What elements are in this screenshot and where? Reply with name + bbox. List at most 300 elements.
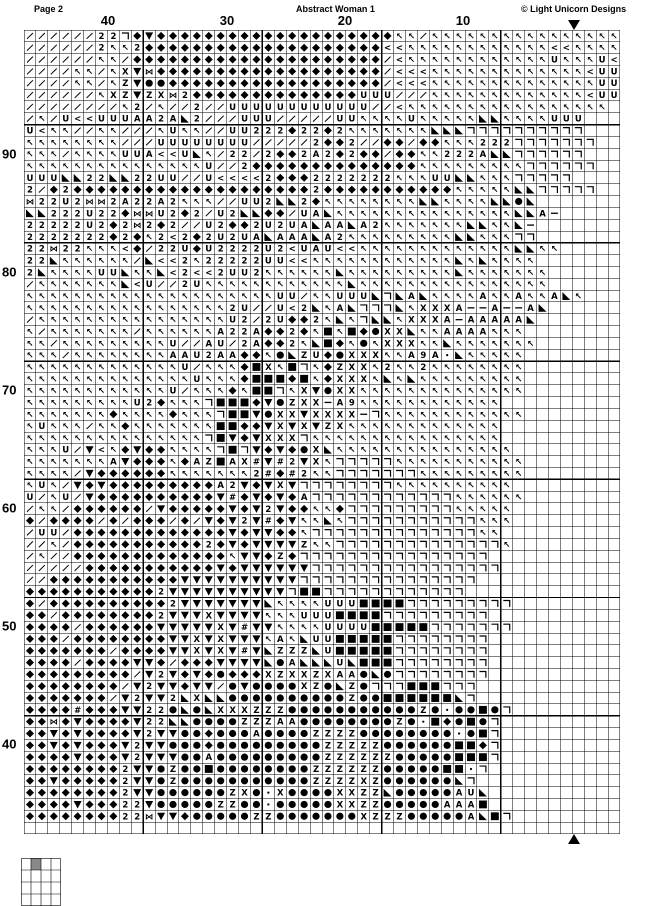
stitch-symbol	[384, 765, 391, 772]
stitch-symbol: Z	[301, 351, 308, 362]
stitch-symbol: Z	[265, 717, 272, 728]
stitch-symbol: ↖	[205, 445, 213, 456]
stitch-symbol	[205, 789, 212, 796]
stitch-symbol	[432, 742, 439, 749]
stitch-symbol	[97, 812, 105, 820]
stitch-symbol	[252, 79, 260, 87]
stitch-symbol: U	[193, 374, 201, 385]
stitch-symbol: ↖	[300, 280, 308, 291]
stitch-symbol: ↖	[26, 422, 34, 433]
stitch-symbol	[385, 151, 391, 157]
stitch-symbol: U	[62, 493, 70, 504]
stitch-symbol: ↖	[38, 433, 46, 444]
stitch-symbol	[86, 611, 94, 619]
stitch-symbol: ↖	[264, 611, 272, 622]
stitch-symbol	[348, 221, 356, 229]
stitch-symbol: ↖	[157, 315, 165, 326]
stitch-symbol	[62, 174, 70, 182]
stitch-symbol: A	[312, 209, 320, 220]
stitch-symbol: ↖	[50, 469, 58, 480]
stitch-symbol	[360, 317, 366, 323]
stitch-symbol	[551, 175, 557, 181]
stitch-symbol	[206, 128, 212, 134]
stitch-symbol	[38, 765, 46, 773]
stitch-symbol: 2	[98, 43, 105, 54]
stitch-symbol	[109, 588, 117, 596]
stitch-symbol: ↖	[479, 244, 487, 255]
stitch-symbol: A	[479, 292, 487, 303]
stitch-symbol	[360, 694, 367, 701]
stitch-symbol: U	[38, 528, 46, 539]
stitch-symbol	[146, 506, 152, 512]
stitch-symbol	[325, 553, 331, 559]
stitch-symbol: ↖	[372, 244, 380, 255]
stitch-symbol: ↖	[515, 362, 523, 373]
stitch-symbol: ↖	[443, 280, 451, 291]
stitch-symbol	[348, 577, 354, 583]
stitch-symbol	[265, 305, 271, 311]
stitch-symbol	[479, 128, 485, 134]
stitch-symbol: ↖	[324, 504, 332, 515]
stitch-symbol	[491, 150, 499, 158]
stitch-symbol	[348, 611, 356, 619]
stitch-symbol: ↖	[181, 410, 189, 421]
stitch-symbol	[407, 150, 415, 158]
stitch-symbol: ↖	[85, 244, 94, 255]
stitch-symbol: ↖	[491, 481, 499, 492]
stitch-symbol: ↖	[193, 303, 201, 314]
stitch-symbol: ↖	[515, 457, 523, 468]
stitch-symbol	[50, 623, 58, 631]
stitch-symbol: ↖	[193, 386, 201, 397]
stitch-symbol	[276, 564, 284, 572]
stitch-symbol	[169, 706, 176, 713]
stitch-symbol	[86, 588, 94, 596]
stitch-symbol: ↖	[74, 79, 82, 90]
stitch-symbol: U	[109, 268, 117, 279]
stitch-symbol	[372, 411, 378, 417]
stitch-symbol	[75, 128, 81, 134]
stitch-symbol: ↖	[145, 374, 153, 385]
stitch-symbol: ↖	[527, 43, 535, 54]
stitch-symbol: ↖	[229, 280, 237, 291]
stitch-symbol: ↖	[372, 398, 380, 409]
stitch-symbol: 2	[158, 705, 165, 716]
stitch-symbol	[97, 588, 105, 596]
stitch-symbol: U	[574, 114, 582, 125]
stitch-symbol	[27, 45, 33, 51]
stitch-symbol	[385, 80, 391, 86]
stitch-symbol	[170, 281, 176, 287]
stitch-symbol: ↖	[586, 102, 594, 113]
stitch-symbol	[51, 80, 57, 86]
stitch-symbol: ↖	[407, 433, 415, 444]
stitch-symbol	[86, 494, 94, 502]
stitch-symbol	[241, 659, 249, 667]
stitch-symbol	[348, 647, 356, 655]
stitch-symbol	[241, 564, 249, 572]
stitch-symbol: ↖	[515, 410, 523, 421]
stitch-symbol: ↖	[169, 327, 177, 338]
stitch-symbol: ↖	[419, 161, 427, 172]
stitch-symbol	[121, 481, 129, 489]
stitch-symbol: ↖	[97, 161, 106, 172]
stitch-symbol: Z	[420, 705, 427, 716]
stitch-symbol	[62, 812, 70, 820]
stitch-symbol	[169, 67, 177, 75]
stitch-symbol	[563, 175, 569, 181]
stitch-symbol: Z	[122, 79, 129, 90]
stitch-symbol	[491, 115, 499, 123]
stitch-symbol: X	[312, 457, 320, 468]
stitch-symbol: ↖	[479, 410, 487, 421]
stitch-symbol	[384, 671, 391, 678]
stitch-symbol	[479, 766, 485, 772]
stitch-symbol: U	[360, 91, 368, 102]
stitch-symbol: A	[467, 327, 475, 338]
stitch-symbol: ↖	[312, 374, 320, 385]
stitch-symbol: A	[491, 303, 499, 314]
stitch-symbol	[396, 694, 404, 702]
stitch-symbol	[276, 505, 284, 512]
stitch-symbol	[193, 612, 201, 620]
stitch-symbol	[408, 765, 415, 772]
stitch-symbol: ↖	[515, 79, 523, 90]
stitch-symbol	[75, 33, 81, 39]
stitch-symbol: ↖	[443, 43, 451, 54]
stitch-symbol: U	[241, 232, 248, 243]
stitch-symbol	[217, 588, 225, 596]
stitch-symbol	[408, 601, 414, 607]
stitch-symbol	[372, 611, 380, 619]
stitch-symbol	[396, 470, 402, 476]
stitch-symbol	[456, 577, 462, 583]
stitch-symbol	[182, 175, 188, 181]
stitch-symbol: 2	[134, 753, 141, 764]
stitch-symbol	[109, 777, 117, 785]
stitch-symbol: ↖	[360, 114, 368, 125]
stitch-symbol: Z	[324, 753, 332, 764]
stitch-symbol	[301, 435, 307, 441]
stitch-symbol	[396, 577, 402, 583]
stitch-symbol	[325, 577, 331, 583]
stitch-symbol	[97, 635, 105, 643]
stitch-symbol	[109, 505, 117, 513]
stitch-symbol	[181, 754, 188, 761]
stitch-symbol: ↖	[503, 268, 511, 279]
stitch-symbol: ↖	[85, 457, 94, 468]
stitch-symbol: ⋈	[168, 91, 178, 102]
stitch-symbol: ↖	[169, 433, 177, 444]
stitch-symbol	[252, 647, 260, 655]
stitch-symbol: ↖	[133, 422, 141, 433]
stitch-symbol	[491, 198, 499, 206]
stitch-symbol	[86, 718, 94, 726]
stitch-symbol: Z	[253, 705, 260, 716]
stitch-symbol	[312, 706, 319, 713]
stitch-symbol: U	[610, 79, 618, 90]
stitch-symbol: U	[193, 138, 201, 149]
stitch-symbol: ↖	[109, 433, 117, 444]
stitch-symbol	[145, 32, 153, 40]
stitch-symbol	[97, 765, 105, 773]
stitch-symbol	[205, 813, 212, 820]
stitch-symbol: A	[551, 292, 558, 303]
stitch-symbol	[51, 68, 57, 74]
stitch-symbol	[121, 588, 129, 596]
stitch-symbol	[241, 600, 249, 608]
stitch-symbol	[157, 493, 165, 501]
stitch-symbol: U	[312, 634, 320, 645]
stitch-symbol	[169, 624, 177, 632]
stitch-symbol: ↖	[97, 315, 106, 326]
stitch-symbol	[74, 801, 82, 809]
stitch-symbol	[26, 718, 34, 726]
stitch-symbol: <	[586, 91, 594, 102]
stitch-symbol: ↖	[62, 469, 70, 480]
stitch-symbol: ↖	[431, 422, 439, 433]
stitch-symbol: ↖	[503, 256, 511, 267]
stitch-symbol: U	[324, 634, 332, 645]
stitch-symbol: ↖	[193, 315, 201, 326]
stitch-symbol: 2	[62, 221, 69, 232]
stitch-symbol	[276, 375, 284, 383]
stitch-symbol	[384, 518, 390, 524]
stitch-symbol	[109, 800, 117, 808]
stitch-symbol: <	[169, 232, 177, 243]
stitch-symbol	[38, 730, 46, 738]
stitch-symbol: ↖	[538, 114, 547, 125]
stitch-symbol	[62, 517, 70, 525]
stitch-symbol	[63, 104, 69, 110]
stitch-symbol	[587, 187, 593, 193]
stitch-symbol: A	[443, 800, 451, 811]
stitch-symbol	[395, 186, 403, 194]
stitch-symbol	[444, 754, 451, 761]
stitch-symbol: 2	[158, 114, 165, 125]
stitch-symbol	[301, 813, 308, 820]
stitch-symbol	[86, 741, 94, 749]
stitch-symbol: ↖	[312, 540, 320, 551]
stitch-symbol	[277, 694, 284, 701]
stitch-symbol	[121, 280, 129, 288]
stitch-symbol: ↖	[538, 55, 547, 66]
stitch-symbol: U	[217, 209, 225, 220]
stitch-symbol: A	[348, 670, 356, 681]
stitch-symbol	[360, 482, 366, 488]
stitch-symbol: U	[217, 339, 225, 350]
stitch-symbol: #	[264, 516, 272, 527]
stitch-symbol	[419, 682, 427, 690]
stitch-symbol: 2	[479, 138, 486, 149]
stitch-symbol: U	[169, 138, 177, 149]
stitch-symbol: ↖	[455, 138, 463, 149]
stitch-symbol	[50, 576, 58, 584]
stitch-symbol	[252, 529, 260, 537]
stitch-symbol: ↖	[62, 374, 70, 385]
stitch-symbol	[241, 363, 249, 371]
stitch-symbol	[444, 541, 450, 547]
stitch-symbol: ↖	[85, 256, 94, 267]
stitch-symbol	[360, 305, 366, 311]
stitch-symbol: ↖	[50, 540, 58, 551]
stitch-symbol: 2	[313, 126, 320, 137]
stitch-symbol: ↖	[50, 457, 58, 468]
stitch-symbol: ↖	[443, 256, 451, 267]
stitch-symbol	[456, 612, 462, 618]
stitch-symbol	[372, 506, 378, 512]
stitch-symbol: ↖	[443, 481, 451, 492]
stitch-symbol: A	[253, 232, 260, 243]
stitch-symbol: ↖	[443, 374, 451, 385]
stitch-symbol	[218, 199, 224, 205]
stitch-symbol: ↖	[491, 457, 499, 468]
stitch-symbol: ↖	[109, 339, 117, 350]
stitch-symbol: ↖	[372, 256, 380, 267]
stitch-symbol	[62, 718, 70, 726]
stitch-symbol	[419, 186, 427, 194]
stitch-symbol: U	[550, 114, 558, 125]
stitch-symbol: X	[288, 433, 296, 444]
stitch-symbol: ↖	[527, 31, 535, 42]
stitch-symbol	[432, 506, 438, 512]
stitch-symbol: U	[181, 150, 189, 161]
stitch-symbol: <	[240, 173, 249, 184]
stitch-symbol: ↖	[503, 292, 511, 303]
stitch-symbol	[181, 635, 189, 643]
stitch-symbol: A	[181, 351, 189, 362]
stitch-symbol	[348, 553, 354, 559]
stitch-symbol: ↖	[109, 244, 117, 255]
stitch-symbol	[264, 339, 272, 347]
stitch-symbol: A	[491, 315, 499, 326]
stitch-symbol	[241, 422, 249, 430]
stitch-symbol	[169, 635, 177, 643]
stitch-symbol	[241, 754, 248, 761]
stitch-symbol: U	[348, 102, 356, 113]
stitch-symbol: ↖	[407, 445, 415, 456]
stitch-symbol: 2	[420, 362, 427, 373]
stitch-symbol	[515, 139, 521, 145]
stitch-symbol: ↖	[157, 126, 165, 137]
stitch-symbol	[348, 506, 354, 512]
stitch-symbol: ↖	[527, 256, 535, 267]
stitch-symbol: U	[181, 244, 189, 255]
stitch-symbol: U	[324, 244, 332, 255]
stitch-symbol: ↖	[133, 362, 141, 373]
stitch-symbol	[276, 469, 284, 477]
stitch-symbol	[50, 777, 58, 785]
stitch-symbol	[74, 552, 82, 560]
stitch-symbol: ↖	[264, 351, 272, 362]
stitch-symbol: Z	[372, 741, 379, 752]
stitch-symbol: ↖	[26, 445, 34, 456]
stitch-symbol	[205, 517, 213, 525]
stitch-symbol: X	[288, 670, 296, 681]
stitch-symbol	[515, 198, 522, 205]
stitch-symbol: A	[408, 292, 415, 303]
stitch-symbol	[408, 754, 415, 761]
stitch-symbol	[324, 813, 331, 820]
stitch-symbol	[396, 660, 402, 666]
stitch-symbol: ↖	[455, 469, 463, 480]
stitch-symbol: <	[419, 79, 427, 90]
stitch-symbol: ↖	[383, 256, 392, 267]
stitch-symbol: ↖	[491, 292, 499, 303]
stitch-symbol: A	[276, 717, 284, 728]
stitch-symbol	[312, 56, 320, 64]
stitch-symbol	[205, 91, 213, 99]
stitch-symbol	[74, 517, 82, 525]
stitch-symbol	[444, 612, 450, 618]
stitch-symbol	[169, 683, 177, 691]
stitch-symbol: ↖	[109, 398, 117, 409]
stitch-symbol	[75, 565, 81, 571]
stitch-symbol	[420, 518, 426, 524]
stitch-symbol	[27, 565, 33, 571]
stitch-symbol	[169, 789, 176, 796]
stitch-symbol	[288, 482, 296, 490]
stitch-symbol	[456, 683, 462, 689]
stitch-symbol: A	[300, 221, 308, 232]
stitch-symbol: ↖	[97, 126, 106, 137]
stitch-symbol: ↖	[348, 256, 356, 267]
stitch-symbol	[97, 682, 105, 690]
stitch-symbol	[97, 529, 105, 537]
stitch-symbol: ↖	[145, 161, 153, 172]
stitch-symbol: 2	[170, 209, 176, 220]
stitch-symbol	[181, 588, 189, 596]
stitch-symbol	[360, 518, 366, 524]
stitch-symbol	[444, 683, 450, 689]
stitch-symbol	[205, 32, 213, 40]
stitch-symbol	[515, 209, 523, 217]
stitch-symbol: ↖	[515, 43, 523, 54]
row-number-40: 40	[2, 736, 17, 752]
stitch-symbol: 2	[348, 138, 355, 149]
stitch-symbol	[241, 670, 249, 678]
stitch-symbol	[360, 494, 366, 500]
stitch-symbol: ↖	[455, 161, 463, 172]
stitch-symbol: ↖	[467, 493, 475, 504]
stitch-symbol: ↖	[97, 244, 106, 255]
stitch-symbol: ↖	[550, 102, 559, 113]
stitch-symbol: <	[395, 67, 404, 78]
stitch-symbol: ↖	[443, 398, 451, 409]
stitch-symbol	[252, 91, 260, 99]
stitch-symbol: ↖	[550, 244, 559, 255]
stitch-symbol	[241, 351, 249, 359]
stitch-symbol	[289, 777, 296, 784]
stitch-symbol	[230, 116, 236, 122]
stitch-symbol: ↖	[550, 31, 559, 42]
stitch-symbol	[432, 789, 439, 796]
stitch-symbol	[86, 635, 94, 643]
stitch-symbol: ↖	[467, 79, 475, 90]
stitch-symbol	[422, 721, 424, 723]
stitch-symbol: ↖	[336, 327, 344, 338]
stitch-symbol: 2	[241, 161, 248, 172]
stitch-symbol: ↖	[455, 114, 463, 125]
stitch-symbol: 2	[205, 540, 212, 551]
stitch-symbol	[372, 565, 378, 571]
stitch-symbol: ↖	[491, 528, 499, 539]
stitch-symbol: 2	[122, 788, 129, 799]
stitch-symbol: ↖	[372, 445, 380, 456]
stitch-symbol	[455, 257, 463, 265]
stitch-symbol: ↖	[383, 232, 392, 243]
stitch-symbol: ↖	[550, 91, 559, 102]
